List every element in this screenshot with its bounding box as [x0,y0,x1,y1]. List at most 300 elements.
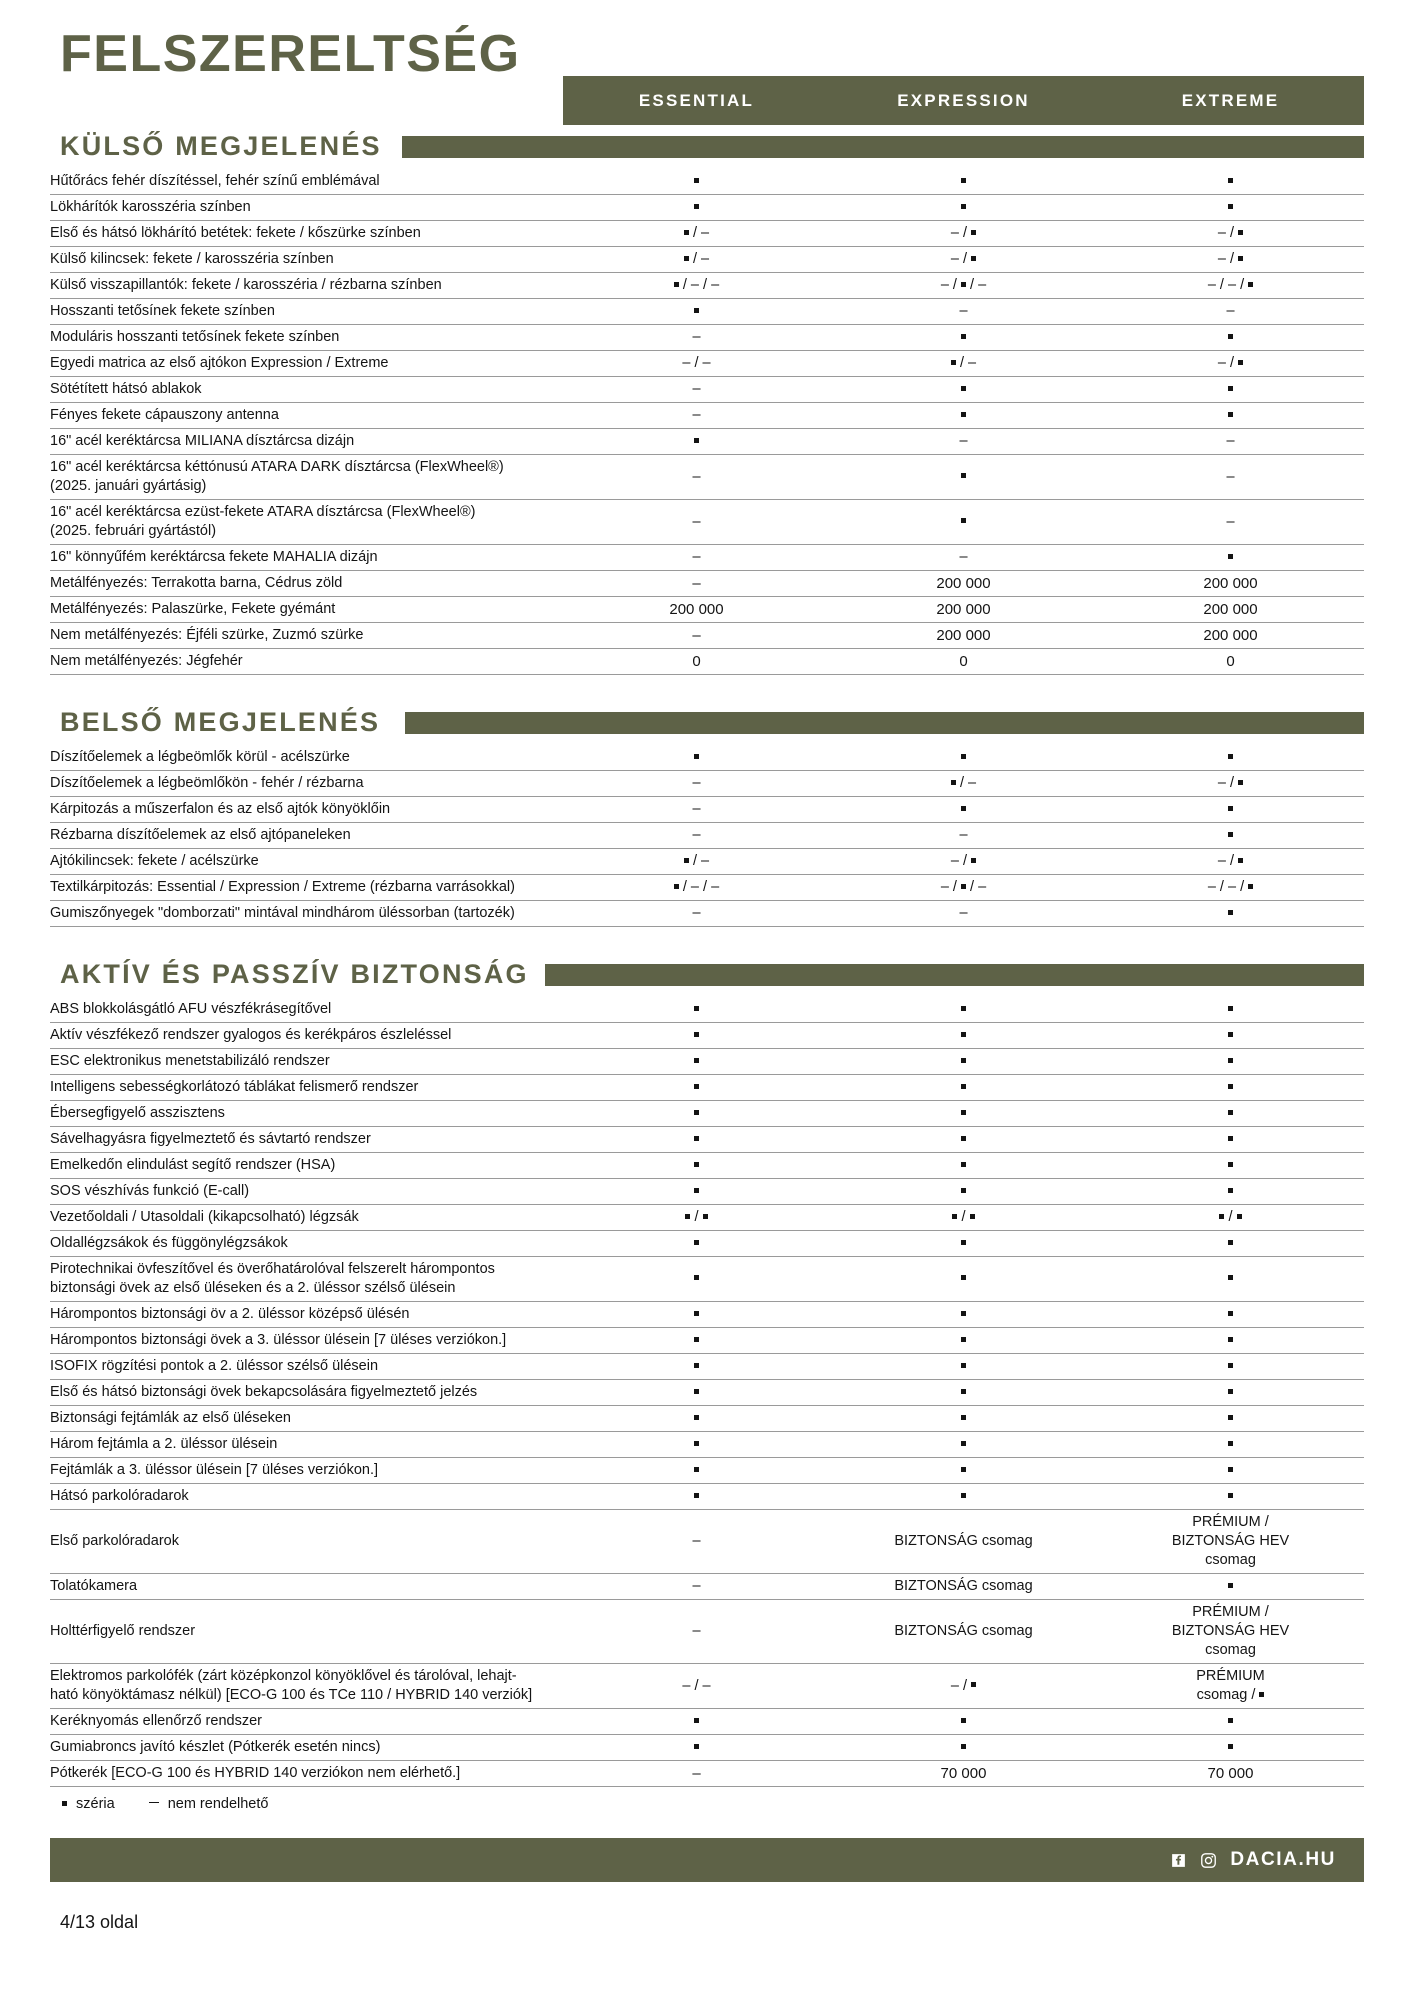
section-spacer [50,675,1364,701]
square-bullet-icon [1228,1084,1233,1089]
square-bullet-icon [961,1058,966,1063]
table-row [50,901,1364,927]
value-expression [830,1709,1097,1735]
feature-label: Külső kilincsek: fekete / karosszéria színben [50,247,563,273]
table-row [50,500,1364,545]
feature-label: Pótkerék [ECO-G 100 és HYBRID 140 verziókon nem elérhető.] [50,1761,563,1787]
spec-table [50,997,1364,1787]
feature-label: Oldallégzsákok és függönylégzsákok [50,1231,563,1257]
value-essential [563,1101,830,1127]
value-expression [830,1023,1097,1049]
value-extreme: / [1097,1205,1364,1231]
table-row [50,1179,1364,1205]
table-row [50,169,1364,195]
value-expression: 200 000 [830,597,1097,623]
value-expression [830,1380,1097,1406]
instagram-icon[interactable] [1200,1852,1217,1869]
value-extreme: 200 000 [1097,571,1364,597]
table-row [50,875,1364,901]
square-bullet-icon [961,178,966,183]
square-bullet-icon [961,884,966,889]
value-essential [563,745,830,771]
value-essential: – [563,797,830,823]
square-bullet-icon [694,1718,699,1723]
square-bullet-icon [694,1006,699,1011]
feature-label: Aktív vészfékező rendszer gyalogos és kerékpáros észleléssel [50,1023,563,1049]
value-extreme [1097,195,1364,221]
square-bullet-icon [694,1032,699,1037]
square-bullet-icon [1259,1692,1264,1697]
value-expression: BIZTONSÁG csomag [830,1510,1097,1574]
value-expression [830,1075,1097,1101]
square-bullet-icon [961,473,966,478]
value-extreme [1097,1354,1364,1380]
legend-unavailable [149,1796,269,1812]
square-bullet-icon [694,1275,699,1280]
square-bullet-icon [971,230,976,235]
value-extreme [1097,1484,1364,1510]
value-extreme: – [1097,500,1364,545]
feature-label: Első parkolóradarok [50,1510,563,1574]
table-row [50,351,1364,377]
square-bullet-icon [694,754,699,759]
square-bullet-icon [1238,360,1243,365]
table-row [50,849,1364,875]
value-essential: – [563,1510,830,1574]
value-extreme [1097,1432,1364,1458]
value-essential: – [563,623,830,649]
table-row [50,1302,1364,1328]
value-extreme [1097,1574,1364,1600]
square-bullet-icon [961,1718,966,1723]
value-expression [830,1049,1097,1075]
feature-label: ISOFIX rögzítési pontok a 2. üléssor szélső ülésein [50,1354,563,1380]
value-expression: 200 000 [830,623,1097,649]
value-expression: 0 [830,649,1097,675]
table-row [50,1127,1364,1153]
table-row [50,823,1364,849]
square-bullet-icon [62,1801,67,1806]
value-extreme [1097,745,1364,771]
feature-label: Moduláris hosszanti tetősínek fekete színben [50,325,563,351]
square-bullet-icon [961,1188,966,1193]
value-expression [830,325,1097,351]
square-bullet-icon [1238,230,1243,235]
square-bullet-icon [961,1162,966,1167]
square-bullet-icon [961,1006,966,1011]
square-bullet-icon [961,386,966,391]
value-essential [563,1354,830,1380]
feature-label: Nem metálfényezés: Éjféli szürke, Zuzmó szürke [50,623,563,649]
table-row [50,403,1364,429]
square-bullet-icon [674,282,679,287]
column-header-extreme: EXTREME [1181,90,1280,110]
square-bullet-icon [961,1084,966,1089]
square-bullet-icon [971,858,976,863]
value-expression [830,1458,1097,1484]
value-essential [563,997,830,1023]
value-expression [830,1153,1097,1179]
feature-label: Egyedi matrica az első ajtókon Expression / Extreme [50,351,563,377]
feature-label: Ajtókilincsek: fekete / acélszürke [50,849,563,875]
table-row [50,1328,1364,1354]
value-expression: / – [830,351,1097,377]
value-essential [563,1380,830,1406]
table-row [50,273,1364,299]
square-bullet-icon [961,1363,966,1368]
section-spacer [50,927,1364,953]
square-bullet-icon [694,204,699,209]
value-extreme: – [1097,455,1364,500]
table-row [50,1574,1364,1600]
feature-label: Nem metálfényezés: Jégfehér [50,649,563,675]
table-row [50,623,1364,649]
value-expression [830,1354,1097,1380]
section-band-1 [50,129,1364,169]
value-expression: – / [830,1664,1097,1709]
value-expression [830,1127,1097,1153]
feature-label: Rézbarna díszítőelemek az első ajtópaneleken [50,823,563,849]
table-row [50,1049,1364,1075]
value-extreme [1097,403,1364,429]
value-extreme: PRÉMIUM csomag / [1097,1664,1364,1709]
square-bullet-icon [1228,754,1233,759]
table-row [50,649,1364,675]
value-essential [563,299,830,325]
value-expression [830,500,1097,545]
value-essential [563,1302,830,1328]
value-essential [563,1075,830,1101]
feature-label: Holttérfigyelő rendszer [50,1600,563,1664]
section-title: AKTÍV ÉS PASSZÍV BIZTONSÁG [60,959,529,989]
square-bullet-icon [961,1744,966,1749]
feature-label: Sávelhagyásra figyelmeztető és sávtartó rendszer [50,1127,563,1153]
value-essential [563,1179,830,1205]
value-essential: – / – [563,1664,830,1709]
value-extreme [1097,997,1364,1023]
square-bullet-icon [971,256,976,261]
value-essential: / – / – [563,273,830,299]
square-bullet-icon [1228,832,1233,837]
square-bullet-icon [961,1110,966,1115]
square-bullet-icon [1228,554,1233,559]
value-expression [830,195,1097,221]
section-title: KÜLSŐ MEGJELENÉS [60,131,382,161]
value-expression: 70 000 [830,1761,1097,1787]
table-row [50,377,1364,403]
table-row [50,1510,1364,1574]
value-essential [563,1328,830,1354]
square-bullet-icon [961,754,966,759]
value-expression [830,1432,1097,1458]
square-bullet-icon [1238,858,1243,863]
square-bullet-icon [694,1084,699,1089]
feature-label: Hosszanti tetősínek fekete színben [50,299,563,325]
square-bullet-icon [694,1311,699,1316]
value-essential [563,1432,830,1458]
square-bullet-icon [961,1415,966,1420]
square-bullet-icon [961,334,966,339]
square-bullet-icon [1228,334,1233,339]
square-bullet-icon [1228,204,1233,209]
value-extreme [1097,169,1364,195]
value-extreme: PRÉMIUM / BIZTONSÁG HEV csomag [1097,1510,1364,1574]
table-row [50,1406,1364,1432]
value-essential: / – [563,849,830,875]
value-essential [563,429,830,455]
square-bullet-icon [1228,178,1233,183]
value-extreme [1097,1049,1364,1075]
square-bullet-icon [1228,1415,1233,1420]
square-bullet-icon [1228,1337,1233,1342]
value-essential: – [563,901,830,927]
square-bullet-icon [1228,1493,1233,1498]
feature-label: ESC elektronikus menetstabilizáló rendszer [50,1049,563,1075]
table-row [50,195,1364,221]
value-expression [830,1735,1097,1761]
value-extreme: 200 000 [1097,623,1364,649]
section-divider [545,964,1364,986]
value-extreme: – / – / [1097,875,1364,901]
square-bullet-icon [1228,386,1233,391]
square-bullet-icon [1228,1718,1233,1723]
square-bullet-icon [684,256,689,261]
square-bullet-icon [694,1188,699,1193]
value-extreme [1097,1709,1364,1735]
value-expression: – [830,429,1097,455]
value-extreme [1097,901,1364,927]
table-row [50,1023,1364,1049]
value-expression [830,1257,1097,1302]
square-bullet-icon [951,780,956,785]
square-bullet-icon [1228,910,1233,915]
value-expression [830,1101,1097,1127]
value-expression: – / / – [830,875,1097,901]
value-extreme: 0 [1097,649,1364,675]
feature-label: Hárompontos biztonsági öv a 2. üléssor középső ülésén [50,1302,563,1328]
table-row [50,1231,1364,1257]
table-row [50,1432,1364,1458]
square-bullet-icon [1228,1441,1233,1446]
table-row [50,1664,1364,1709]
column-header-essential: ESSENTIAL [638,90,755,110]
square-bullet-icon [694,1493,699,1498]
table-row [50,1075,1364,1101]
value-essential: – [563,823,830,849]
square-bullet-icon [1228,1744,1233,1749]
value-expression [830,997,1097,1023]
table-row [50,1257,1364,1302]
value-essential: – [563,500,830,545]
legend [50,1796,1364,1812]
table-row [50,545,1364,571]
square-bullet-icon [1238,780,1243,785]
square-bullet-icon [971,1682,976,1687]
value-expression: – / / – [830,273,1097,299]
square-bullet-icon [674,884,679,889]
value-extreme [1097,1075,1364,1101]
feature-label: Pirotechnikai övfeszítővel és överőhatárolóval felszerelt hárompontos biztonsági övek az első üléseken és a 2. üléssor szélső ülésein [50,1257,563,1302]
square-bullet-icon [1228,1389,1233,1394]
value-expression [830,169,1097,195]
table-row [50,1735,1364,1761]
table-row [50,221,1364,247]
feature-label: Hűtőrács fehér díszítéssel, fehér színű emblémával [50,169,563,195]
table-row [50,797,1364,823]
feature-label: Emelkedőn elindulást segítő rendszer (HSA) [50,1153,563,1179]
feature-label: Külső visszapillantók: fekete / karosszéria / rézbarna színben [50,273,563,299]
section-title: BELSŐ MEGJELENÉS [60,707,381,737]
value-extreme [1097,1735,1364,1761]
square-bullet-icon [961,282,966,287]
square-bullet-icon [694,438,699,443]
feature-label: SOS vészhívás funkció (E-call) [50,1179,563,1205]
value-essential: / – [563,221,830,247]
value-essential: 0 [563,649,830,675]
value-expression: BIZTONSÁG csomag [830,1574,1097,1600]
square-bullet-icon [1228,1110,1233,1115]
spec-table [50,169,1364,675]
table-row [50,1205,1364,1231]
square-bullet-icon [694,1389,699,1394]
value-expression: – / [830,849,1097,875]
value-expression [830,1328,1097,1354]
square-bullet-icon [694,1058,699,1063]
value-expression [830,403,1097,429]
value-essential: – [563,545,830,571]
table-row [50,1153,1364,1179]
square-bullet-icon [694,1110,699,1115]
value-extreme: 200 000 [1097,597,1364,623]
value-extreme [1097,1023,1364,1049]
square-bullet-icon [1228,1006,1233,1011]
feature-label: Metálfényezés: Palaszürke, Fekete gyémánt [50,597,563,623]
feature-label: Díszítőelemek a légbeömlőkön - fehér / rézbarna [50,771,563,797]
value-essential: – [563,325,830,351]
value-extreme: – / – / [1097,273,1364,299]
square-bullet-icon [1238,256,1243,261]
value-extreme [1097,1328,1364,1354]
square-bullet-icon [703,1214,708,1219]
square-bullet-icon [961,204,966,209]
value-expression [830,745,1097,771]
value-extreme: 70 000 [1097,1761,1364,1787]
square-bullet-icon [694,1337,699,1342]
table-row [50,1458,1364,1484]
facebook-icon[interactable] [1170,1852,1187,1869]
value-essential: – [563,1761,830,1787]
square-bullet-icon [1228,1583,1233,1588]
square-bullet-icon [1228,1275,1233,1280]
square-bullet-icon [1219,1214,1224,1219]
value-essential: / – [563,247,830,273]
value-expression: – [830,299,1097,325]
spec-sections [50,129,1364,1787]
table-row [50,597,1364,623]
table-row [50,745,1364,771]
value-expression: – [830,823,1097,849]
page-title: FELSZERELTSÉG [60,25,521,83]
square-bullet-icon [952,1214,957,1219]
feature-label: Első és hátsó biztonsági övek bekapcsolására figyelmeztető jelzés [50,1380,563,1406]
table-row [50,1709,1364,1735]
square-bullet-icon [961,1136,966,1141]
value-extreme [1097,1101,1364,1127]
value-extreme [1097,325,1364,351]
feature-label: ABS blokkolásgátló AFU vészfékrásegítővel [50,997,563,1023]
legend-series [62,1796,115,1812]
table-row [50,455,1364,500]
footer-site-label[interactable]: DACIA.HU [1230,1849,1336,1870]
feature-label: Tolatókamera [50,1574,563,1600]
value-extreme [1097,1302,1364,1328]
feature-label: Hátsó parkolóradarok [50,1484,563,1510]
value-extreme [1097,1179,1364,1205]
value-extreme: – / [1097,247,1364,273]
value-extreme [1097,545,1364,571]
section-divider [405,712,1364,734]
square-bullet-icon [694,1136,699,1141]
square-bullet-icon [961,1389,966,1394]
table-row [50,771,1364,797]
square-bullet-icon [684,230,689,235]
square-bullet-icon [694,1363,699,1368]
value-expression: / – [830,771,1097,797]
feature-label: Kárpitozás a műszerfalon és az első ajtók könyöklőin [50,797,563,823]
feature-label: Elektromos parkolófék (zárt középkonzol könyöklővel és tárolóval, lehajt- ható könyöktámasz nélkül) [ECO-G 100 és TCe 110 / HYBRID 140 verziók] [50,1664,563,1709]
value-essential: – / – [563,351,830,377]
feature-label: Lökhárítók karosszéria színben [50,195,563,221]
feature-label: Biztonsági fejtámlák az első üléseken [50,1406,563,1432]
value-expression: – / [830,221,1097,247]
value-extreme [1097,823,1364,849]
value-essential: – [563,455,830,500]
feature-label: Három fejtámla a 2. üléssor ülésein [50,1432,563,1458]
feature-label: Intelligens sebességkorlátozó táblákat felismerő rendszer [50,1075,563,1101]
value-expression: BIZTONSÁG csomag [830,1600,1097,1664]
value-essential [563,1153,830,1179]
square-bullet-icon [1228,412,1233,417]
square-bullet-icon [684,858,689,863]
value-essential: – [563,1574,830,1600]
value-extreme: – / [1097,351,1364,377]
value-essential: – [563,771,830,797]
square-bullet-icon [685,1214,690,1219]
value-extreme [1097,1406,1364,1432]
value-essential: – [563,377,830,403]
feature-label: Fejtámlák a 3. üléssor ülésein [7 üléses verziókon.] [50,1458,563,1484]
value-essential: / [563,1205,830,1231]
column-header-bar [563,76,1364,125]
value-essential [563,1735,830,1761]
feature-label: Textilkárpitozás: Essential / Expression / Extreme (rézbarna varrásokkal) [50,875,563,901]
square-bullet-icon [961,518,966,523]
square-bullet-icon [961,1275,966,1280]
square-bullet-icon [970,1214,975,1219]
value-expression [830,455,1097,500]
feature-label: 16" acél keréktárcsa ezüst-fekete ATARA dísztárcsa (FlexWheel®) (2025. februári gyártástól) [50,500,563,545]
square-bullet-icon [1228,1162,1233,1167]
table-row [50,1354,1364,1380]
square-bullet-icon [1248,884,1253,889]
feature-label: Első és hátsó lökhárító betétek: fekete / kőszürke színben [50,221,563,247]
square-bullet-icon [694,1744,699,1749]
square-bullet-icon [694,1441,699,1446]
value-extreme [1097,1127,1364,1153]
page-header [50,0,1364,125]
value-extreme [1097,1153,1364,1179]
value-essential [563,1127,830,1153]
